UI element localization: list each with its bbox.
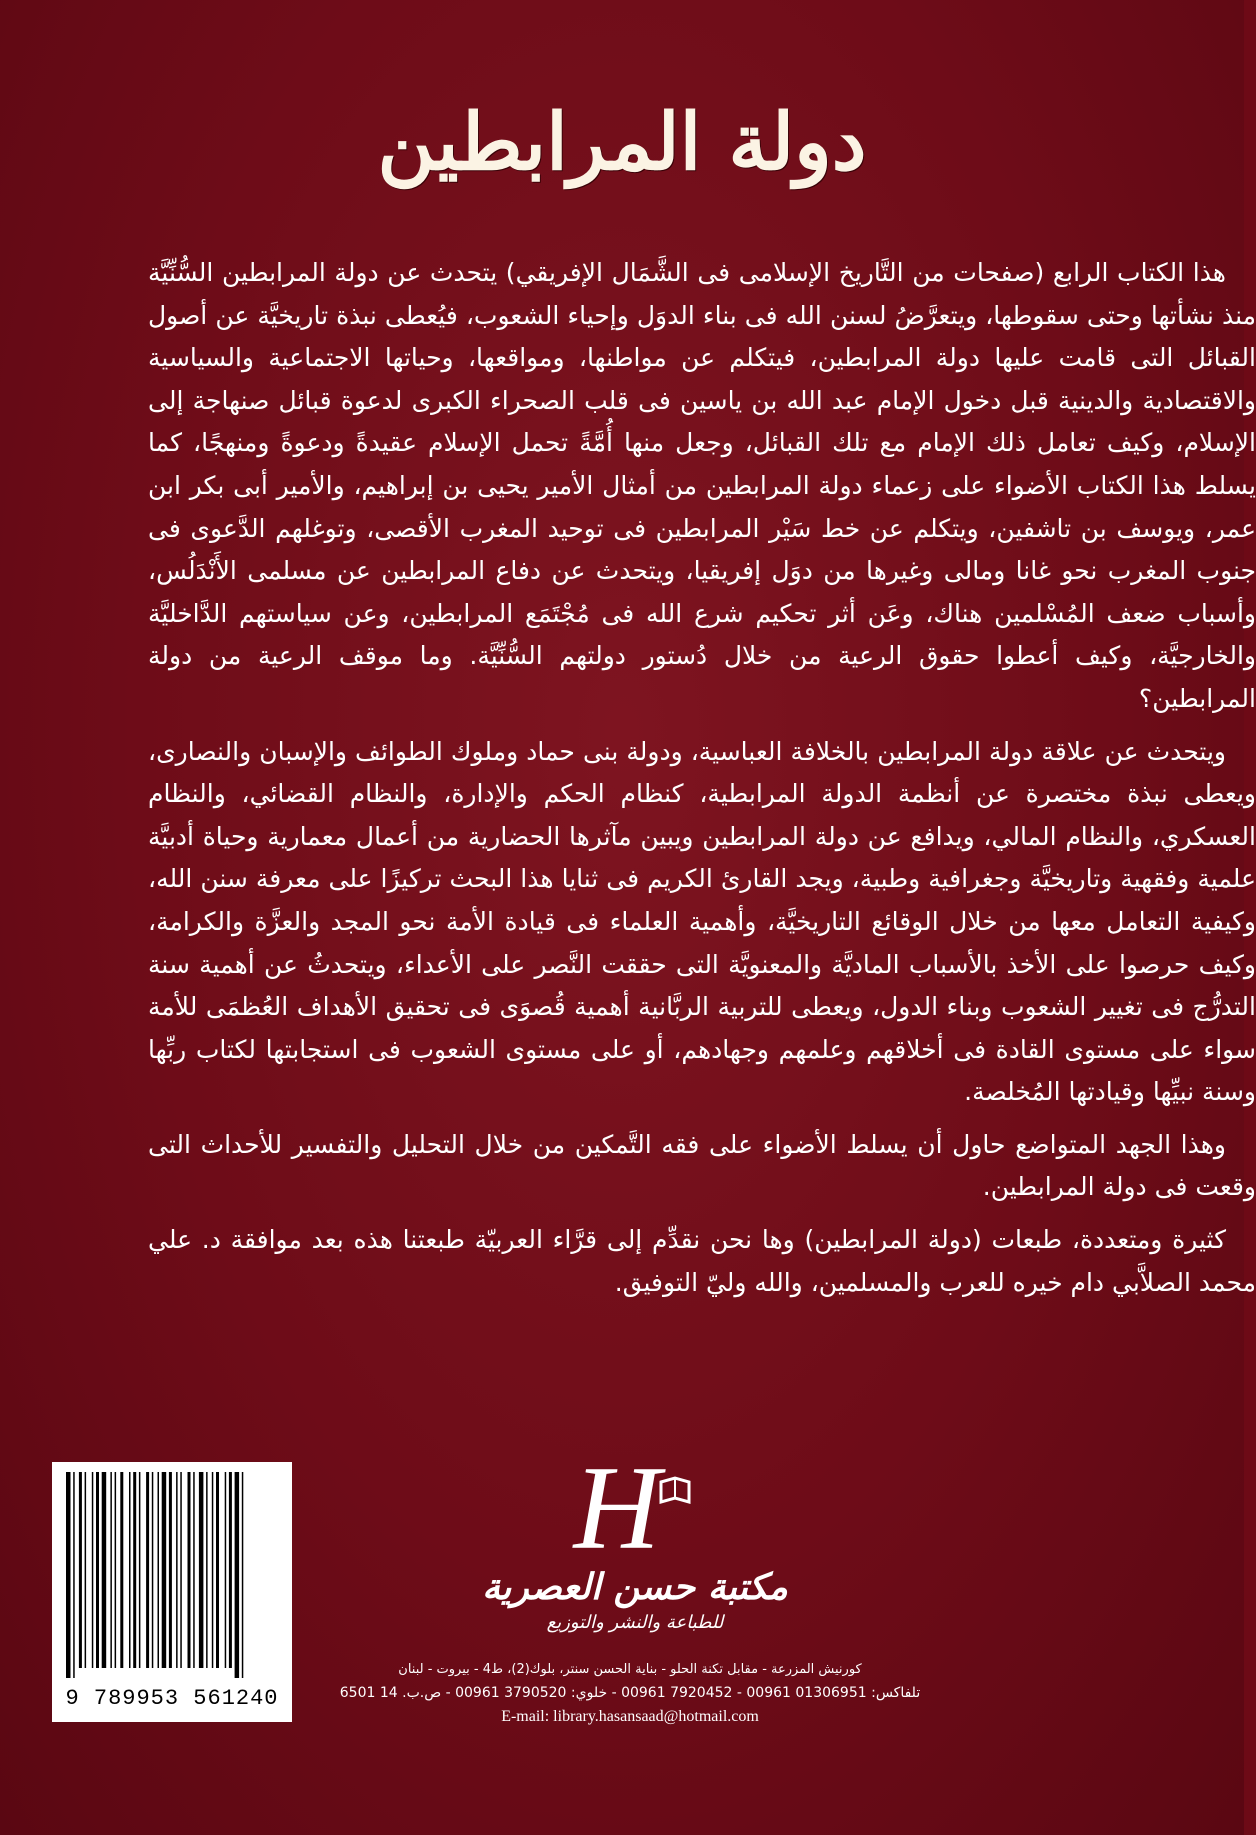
barcode-bar [139,1472,141,1668]
barcode-bar [92,1472,94,1668]
barcode-bar [229,1472,232,1668]
blurb-text [148,252,1256,1314]
isbn-digits: 9 789953 561240 [65,1686,279,1711]
blurb-paragraph-2: ويتحدث عن علاقة دولة المرابطين بالخلافة العباسية، ودولة بنى حماد وملوك الطوائف والإسبان والنصارى، ويعطى نبذة مختصرة عن أنظمة الدولة المرابطية، كنظام الحكم والإدارة، والنظام القضائي، والنظام العسكري، والنظام المالي، ويدافع عن دولة المرابطين ويبين مآثرها الحضارية من أعمال معمارية وحياة أدبيَّة علمية وفقهية وتاريخيَّة وجغرافية وطبية، ويجد القارئ الكريم فى ثنايا هذا البحث تركيزًا على معرفة سنن الله، وكيفية التعامل معها من خلال الوقائع التاريخيَّة، وأهمية العلماء فى قيادة الأمة نحو المجد والعزَّة والكرامة، وكيف حرصوا على الأخذ بالأسباب الماديَّة والمعنويَّة التى حققت النَّصر على الأعداء، ويتحدثُ عن أهمية سنة التدرُّج فى تغيير الشعوب وبناء الدول، ويعطى للتربية الربَّانية أهمية قُصوَى فى تحقيق الأهداف العُظمَى للأمة سواء على مستوى القادة فى أخلاقهم وعلمهم وجهادهم، أو على مستوى الشعوب فى استجابتها لكتاب ربِّها وسنة نبيِّها وقيادتها المُخلصة. [148,736,1256,1107]
isbn-barcode [52,1462,292,1722]
book-icon [661,1478,689,1502]
barcode-bars [62,1472,282,1682]
barcode-bar [169,1472,172,1668]
barcode-bar [115,1472,117,1668]
publisher-logo-letter: H [573,1441,661,1574]
barcode-bar [73,1472,75,1678]
barcode-bar [120,1472,123,1668]
barcode-bar [206,1472,208,1668]
barcode-bar [79,1472,82,1668]
barcode-bar [133,1472,136,1668]
blurb-paragraph-1: هذا الكتاب الرابع (صفحات من التَّاريخ الإسلامى فى الشَّمَال الإفريقي) يتحدث عن دولة المرابطين السُّنِّيَّة منذ نشأتها وحتى سقوطها، ويتعرَّضُ لسنن الله فى بناء الدوَل وإحياء الشعوب، فيُعطى نبذة تاريخيَّة عن أصول القبائل التى قامت عليها دولة المرابطين، فيتكلم عن مواطنها، ومواقعها، وحياتها الاجتماعية والسياسية والاقتصادية والدينية قبل دخول الإمام عبد الله بن ياسين فى قلب الصحراء الكبرى لدعوة قبائل صنهاجة إلى الإسلام، وكيف تعامل ذلك الإمام مع تلك القبائل، وجعل منها أُمَّةً تحمل الإسلام عقيدةً ودعوةً ومنهجًا، كما يسلط هذا الكتاب الأضواء على زعماء دولة المرابطين من أمثال الأمير يحيى بن إبراهيم، والأمير أبى بكر ابن عمر، ويوسف بن تاشفين، ويتكلم عن خط سَيْر المرابطين فى توحيد المغرب الأقصى، وتوغلهم الدَّعوى فى جنوب المغرب نحو غانا ومالى وغيرها من دوَل إفريقيا، ويتحدث عن دفاع المرابطين عن مسلمى الأَنْدَلُس، وأسباب ضعف المُسْلمين هناك، وعَن أثر تحكيم شرع الله فى مُجْتَمَع المرابطين، وعن سياستهم الدَّاخليَّة والخارجيَّة، وكيف أعطوا حقوق الرعية من خلال دُستور دولتهم السُّنِّيَّة. وما موقف الرعية من دولة المرابطين؟ [148,258,1256,713]
publisher-logo [555,1441,705,1574]
publisher-address: كورنيش المزرعة - مقابل تكنة الحلو - بناية الحسن سنتر، بلوك(2)، ط4 - بيروت - لبنان [398,1662,862,1677]
publisher-email: E-mail: library.hasansaad@hotmail.com [501,1708,759,1725]
barcode-bar [176,1472,178,1668]
barcode-bar [180,1472,182,1668]
barcode-bar [152,1472,154,1668]
blurb-paragraph-4: كثيرة ومتعددة، طبعات (دولة المرابطين) وها نحن نقدِّم إلى قرَّاء العربيّة طبعتنا هذه بعد موافقة د. علي محمد الصلاَّبي دام خيره للعرب والمسلمين، والله وليّ التوفيق. [148,1225,1256,1297]
barcode-bar [193,1472,195,1668]
barcode-bar [102,1472,107,1668]
barcode-bar [212,1472,214,1668]
blurb-paragraph-3: وهذا الجهد المتواضع حاول أن يسلط الأضواء على فقه التَّمكين من خلال التحليل والتفسير للأحداث التى وقعت فى دولة المرابطين. [148,1129,1256,1202]
barcode-bar [216,1472,219,1668]
barcode-bar [188,1472,191,1668]
barcode-bar [110,1472,112,1668]
barcode-bar [158,1472,160,1668]
barcode-bar [129,1472,131,1668]
publisher-logo-mark [555,1441,705,1574]
barcode-bar [235,1472,240,1678]
barcode-bar [162,1472,167,1668]
barcode-bar [85,1472,87,1668]
barcode-bar [199,1472,204,1668]
publisher-subtitle: للطباعة والنشر والتوزيع [546,1612,724,1633]
publisher-name: مكتبة حسن العصرية [482,1566,788,1608]
publisher-phones: تلفاكس: 01306951 00961 - 7920452 00961 - خلوي: 3790520 00961 - ص.ب. 14 6501 [339,1685,921,1701]
book-title: دولة المرابطين [377,97,867,188]
barcode-bar [96,1472,99,1668]
barcode-bar [242,1472,244,1678]
barcode-bar [225,1472,227,1668]
barcode-bar [66,1472,71,1678]
barcode-bar [146,1472,149,1668]
